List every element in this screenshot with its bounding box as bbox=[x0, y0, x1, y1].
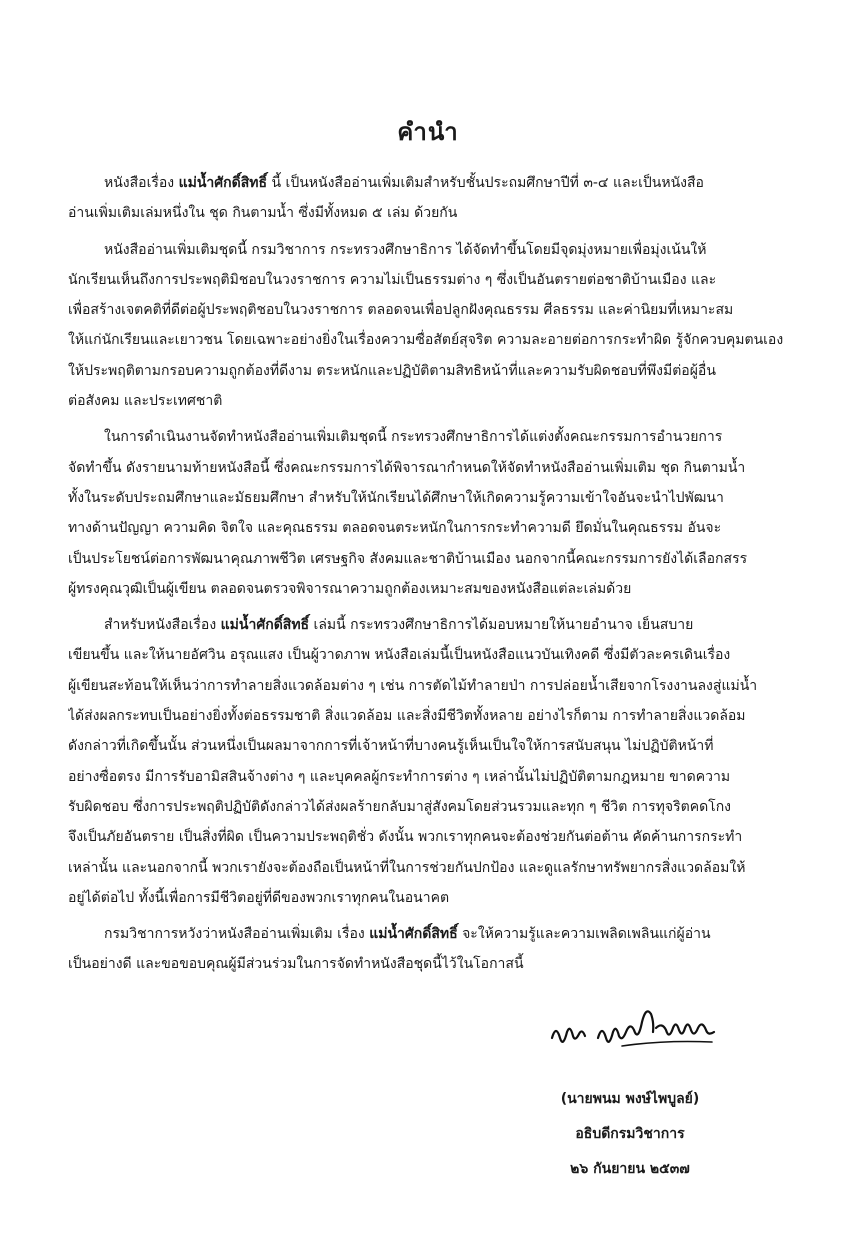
text-segment: อ่านเพิ่มเติมเล่มหนึ่งใน ชุด กินตามน้ำ ซึ่งมีทั้งหมด ๕ เล่ม ด้วยกัน bbox=[68, 205, 458, 222]
text-segment: เพื่อสร้างเจตคติที่ดีต่อผู้ประพฤติชอบในวงราชการ ตลอดจนเพื่อปลูกฝังคุณธรรม ศีลธรรม และค่านิยมที่เหมาะสม bbox=[68, 302, 734, 319]
text-segment: จัดทำขึ้น ดังรายนามท้ายหนังสือนี้ ซึ่งคณะกรรมการได้พิจารณากำหนดให้จัดทำหนังสืออ่านเพิ่มเติม ชุด กินตามน้ำ bbox=[68, 459, 746, 476]
signer-position: อธิบดีกรมวิชาการ bbox=[575, 1126, 685, 1142]
text-segment: อย่างซื่อตรง มีการรับอามิสสินจ้างต่าง ๆ และบุคคลผู้กระทำการต่าง ๆ เหล่านั้นไม่ปฏิบัติตามกฎหมาย ขาดความ bbox=[68, 768, 731, 785]
paragraph-4-line bbox=[68, 610, 798, 640]
paragraph-1-line bbox=[68, 168, 798, 198]
paragraph-3-line bbox=[68, 483, 798, 513]
text-segment: หนังสืออ่านเพิ่มเติมชุดนี้ กรมวิชาการ กระทรวงศึกษาธิการ ได้จัดทำขึ้นโดยมีจุดมุ่งหมายเพื่อมุ่งเน้นให้ bbox=[104, 241, 707, 258]
text-segment: จึงเป็นภัยอันตราย เป็นสิ่งที่ผิด เป็นความประพฤติชั่ว ดังนั้น พวกเราทุกคนจะต้องช่วยกันต่อต้าน คัดค้านการกระทำ bbox=[68, 829, 743, 846]
paragraph-3-line bbox=[68, 544, 798, 574]
text-segment: กรมวิชาการหวังว่าหนังสืออ่านเพิ่มเติม เรื่อง bbox=[104, 926, 370, 943]
paragraph-3-line bbox=[68, 422, 798, 452]
text-segment: ดังกล่าวที่เกิดขึ้นนั้น ส่วนหนึ่งเป็นผลมาจากการที่เจ้าหน้าที่บางคนรู้เห็นเป็นใจให้การสนับสนุน ไม่ปฏิบัติหน้าที่ bbox=[68, 738, 714, 755]
text-segment: เล่มนี้ กระทรวงศึกษาธิการได้มอบหมายให้นายอำนาจ เย็นสบาย bbox=[309, 617, 694, 634]
text-segment: เป็นอย่างดี และขอขอบคุณผู้มีส่วนร่วมในการจัดทำหนังสือชุดนี้ไว้ในโอกาสนี้ bbox=[68, 956, 524, 973]
text-segment: สำหรับหนังสือเรื่อง bbox=[104, 617, 221, 634]
paragraph-4-line bbox=[68, 792, 798, 822]
paragraph-2-line bbox=[68, 235, 798, 265]
paragraph-4-line bbox=[68, 640, 798, 670]
paragraph-4-line bbox=[68, 853, 798, 883]
text-segment: ให้แก่นักเรียนและเยาวชน โดยเฉพาะอย่างยิ่งในเรื่องความซื่อสัตย์สุจริต ความละอายต่อการกระทำผิด รู้จักควบคุมตนเอง bbox=[68, 332, 784, 349]
paragraph-4-line bbox=[68, 822, 798, 852]
paragraph-5-line bbox=[68, 919, 798, 949]
text-segment: ผู้ทรงคุณวุฒิเป็นผู้เขียน ตลอดจนตรวจพิจารณาความถูกต้องเหมาะสมของหนังสือแต่ละเล่มด้วย bbox=[68, 580, 632, 597]
paragraph-3-line bbox=[68, 513, 798, 543]
signer-name: (นายพนม พงษ์ไพบูลย์) bbox=[560, 1091, 700, 1107]
book-title-text: แม่น้ำศักดิ์สิทธิ์ bbox=[369, 926, 458, 943]
text-segment: ต่อสังคม และประเทศชาติ bbox=[68, 393, 223, 410]
text-segment: ได้ส่งผลกระทบเป็นอย่างยิ่งทั้งต่อธรรมชาติ สิ่งแวดล้อม และสิ่งมีชีวิตทั้งหลาย อย่างไรก็ตาม การทำลายสิ่งแวดล้อม bbox=[68, 708, 746, 725]
text-segment: ทั้งในระดับประถมศึกษาและมัธยมศึกษา สำหรับให้นักเรียนได้ศึกษาให้เกิดความรู้ความเข้าใจอันจะนำไปพัฒนา bbox=[68, 489, 724, 506]
paragraph-3-line bbox=[68, 453, 798, 483]
book-title-text: แม่น้ำศักดิ์สิทธิ์ bbox=[178, 175, 268, 191]
text-segment: จะให้ความรู้และความเพลิดเพลินแก่ผู้อ่าน bbox=[457, 926, 711, 943]
book-title-text: แม่น้ำศักดิ์สิทธิ์ bbox=[220, 617, 310, 634]
page-title: คำนำ bbox=[397, 117, 459, 146]
paragraph-5-line bbox=[68, 949, 798, 979]
paragraph-4-line bbox=[68, 671, 798, 701]
paragraph-2-line bbox=[68, 265, 798, 295]
signature-block bbox=[520, 1082, 740, 1187]
text-segment: เขียนขึ้น และให้นายอัศวิน อรุณแสง เป็นผู้วาดภาพ หนังสือเล่มนี้เป็นหนังสือแนวบันเทิงคดี ซึ่งมีตัวละครเดินเรื่อง bbox=[68, 647, 731, 664]
text-segment: เป็นประโยชน์ต่อการพัฒนาคุณภาพชีวิต เศรษฐกิจ สังคมและชาติบ้านเมือง นอกจากนี้คณะกรรมการยังได้เลือกสรร bbox=[68, 550, 748, 567]
paragraph-4-line bbox=[68, 701, 798, 731]
text-segment: อยู่ได้ต่อไป ทั้งนี้เพื่อการมีชีวิตอยู่ที่ดีของพวกเราทุกคนในอนาคต bbox=[68, 889, 450, 906]
text-segment: เหล่านั้น และนอกจากนี้ พวกเรายังจะต้องถือเป็นหน้าที่ในการช่วยกันปกป้อง และดูแลรักษาทรัพยากรสิ่งแวดล้อมให้ bbox=[68, 859, 746, 876]
text-segment: หนังสือเรื่อง bbox=[104, 175, 179, 191]
body-text bbox=[68, 168, 798, 980]
paragraph-4-line bbox=[68, 883, 798, 913]
text-segment: ผู้เขียนสะท้อนให้เห็นว่าการทำลายสิ่งแวดล้อมต่าง ๆ เช่น การตัดไม้ทำลายป่า การปล่อยน้ำเสียจากโรงงานลงสู่แม่น้ำ bbox=[68, 677, 758, 694]
paragraph-2-line bbox=[68, 325, 798, 355]
text-segment: ให้ประพฤติตามกรอบความถูกต้องที่ดีงาม ตระหนักและปฏิบัติตามสิทธิหน้าที่และความรับผิดชอบที่พึงมีต่อผู้อื่น bbox=[68, 362, 716, 379]
paragraph-3-line bbox=[68, 574, 798, 604]
signed-date: ๒๖ กันยายน ๒๕๓๗ bbox=[570, 1161, 690, 1177]
paragraph-1-line bbox=[68, 198, 798, 228]
paragraph-4-line bbox=[68, 731, 798, 761]
paragraph-2-line bbox=[68, 295, 798, 325]
paragraph-2-line bbox=[68, 386, 798, 416]
text-segment: ในการดำเนินงานจัดทำหนังสืออ่านเพิ่มเติมชุดนี้ กระทรวงศึกษาธิการได้แต่งตั้งคณะกรรมการอำนวยการ bbox=[104, 429, 723, 446]
text-segment: นี้ เป็นหนังสืออ่านเพิ่มเติมสำหรับชั้นประถมศึกษาปีที่ ๓-๔ และเป็นหนังสือ bbox=[267, 175, 704, 191]
text-segment: ทางด้านปัญญา ความคิด จิตใจ และคุณธรรม ตลอดจนตระหนักในการกระทำความดี ยึดมั่นในคุณธรรม อันจะ bbox=[68, 520, 722, 537]
handwritten-signature bbox=[548, 1008, 738, 1068]
paragraph-4-line bbox=[68, 762, 798, 792]
text-segment: รับผิดชอบ ซึ่งการประพฤติปฏิบัติดังกล่าวได้ส่งผลร้ายกลับมาสู่สังคมโดยส่วนรวมและทุก ๆ ชีวิต การทุจริตคดโกง bbox=[68, 798, 732, 815]
text-segment: นักเรียนเห็นถึงการประพฤติมิชอบในวงราชการ ความไม่เป็นธรรมต่าง ๆ ซึ่งเป็นอันตรายต่อชาติบ้านเมือง และ bbox=[68, 271, 717, 288]
paragraph-2-line bbox=[68, 356, 798, 386]
